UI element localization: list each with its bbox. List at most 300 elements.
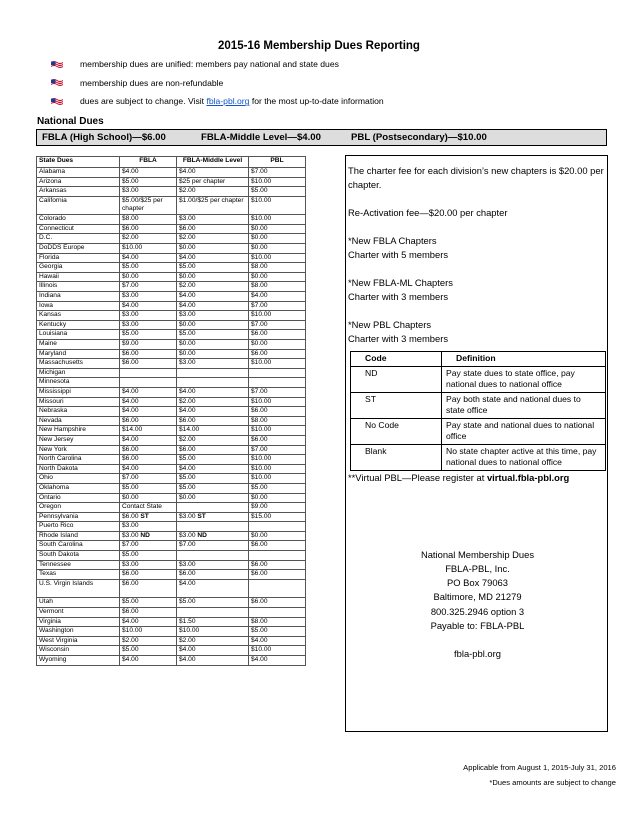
virtual-pbl-note: **Virtual PBL—Please register at virtual.fbla-pbl.org (348, 471, 570, 483)
flag-bullet-icon (50, 78, 64, 87)
fbla-cell: $6.00 (120, 416, 177, 426)
fbla-ml-cell: $3.00 (177, 215, 249, 225)
state-cell: Maryland (37, 349, 120, 359)
fbla-cell: $4.00 (120, 253, 177, 263)
state-cell: Arizona (37, 177, 120, 187)
header-fbla-ml: FBLA-Middle Level (177, 157, 249, 168)
table-row (37, 292, 306, 302)
fbla-cell (120, 368, 177, 378)
new-fbla-ml-charter-count: Charter with 3 members (348, 291, 449, 302)
bullet-text: membership dues are non-refundable (80, 77, 224, 88)
pbl-cell: $10.00 (249, 646, 306, 656)
fbla-ml-cell (177, 522, 249, 532)
pbl-cell: $5.00 (249, 483, 306, 493)
pbl-cell: $9.00 (249, 503, 306, 513)
header-pbl: PBL (249, 157, 306, 168)
table-row (37, 655, 306, 665)
table-row (37, 263, 306, 273)
fbla-ml-cell: $0.00 (177, 349, 249, 359)
state-cell: Iowa (37, 301, 120, 311)
subject-to-change-note: *Dues amounts are subject to change (489, 778, 616, 787)
fbla-ml-cell: $4.00 (177, 579, 249, 598)
pbl-cell: $10.00 (249, 215, 306, 225)
national-dues-heading: National Dues (37, 116, 104, 127)
fbla-ml-cell: $5.00 (177, 474, 249, 484)
table-row (37, 627, 306, 637)
fbla-ml-cell: $1.00/$25 per chapter (177, 196, 249, 215)
state-cell: D.C. (37, 234, 120, 244)
fbla-cell: $5.00/$25 per chapter (120, 196, 177, 215)
state-cell: Colorado (37, 215, 120, 225)
fbla-cell: $5.00 (120, 483, 177, 493)
pbl-cell: $6.00 (249, 570, 306, 580)
pbl-cell: $10.00 (249, 196, 306, 215)
fbla-ml-cell: $4.00 (177, 387, 249, 397)
state-cell: New Jersey (37, 435, 120, 445)
state-cell: South Carolina (37, 541, 120, 551)
table-row (37, 177, 306, 187)
fbla-cell: $3.00 (120, 187, 177, 197)
table-row (37, 187, 306, 197)
table-row (37, 435, 306, 445)
state-cell: Rhode Island (37, 531, 120, 541)
new-fbla-charter-count: Charter with 5 members (348, 249, 449, 260)
bullet-list (50, 55, 384, 111)
table-row (37, 282, 306, 292)
fbla-cell: $6.00 (120, 455, 177, 465)
reactivation-fee-text: Re-Activation fee—$20.00 per chapter (348, 207, 508, 218)
table-row (37, 493, 306, 503)
pbl-cell: $10.00 (249, 311, 306, 321)
pbl-cell: $6.00 (249, 541, 306, 551)
table-row (37, 426, 306, 436)
table-row (37, 407, 306, 417)
table-row (37, 512, 306, 522)
table-row (37, 253, 306, 263)
address-line: 800.325.2946 option 3 (430, 605, 525, 617)
fbla-ml-cell: $25 per chapter (177, 177, 249, 187)
fbla-ml-cell: $4.00 (177, 168, 249, 178)
pbl-cell (249, 551, 306, 561)
fbla-ml-cell: $4.00 (177, 646, 249, 656)
code-cell: ND (351, 366, 442, 392)
state-cell: Louisiana (37, 330, 120, 340)
table-row (37, 483, 306, 493)
pbl-cell: $6.00 (249, 560, 306, 570)
code-row (351, 366, 606, 392)
header-fbla: FBLA (120, 157, 177, 168)
pbl-cell: $6.00 (249, 349, 306, 359)
table-row (37, 368, 306, 378)
national-dues-hs: FBLA (High School)—$6.00 (42, 132, 166, 143)
fbla-ml-cell: $2.00 (177, 435, 249, 445)
pbl-cell: $10.00 (249, 177, 306, 187)
fbla-cell: $8.00 (120, 215, 177, 225)
pbl-cell: $6.00 (249, 598, 306, 608)
state-cell: Washington (37, 627, 120, 637)
fbla-ml-cell: $5.00 (177, 483, 249, 493)
state-cell: Missouri (37, 397, 120, 407)
flag-bullet-icon (50, 97, 64, 106)
fbla-cell: $5.00 (120, 263, 177, 273)
fbla-ml-cell: $2.00 (177, 187, 249, 197)
pbl-cell: $10.00 (249, 253, 306, 263)
state-cell: DoDDS Europe (37, 244, 120, 254)
fbla-cell: $5.00 (120, 598, 177, 608)
fbla-cell: $0.00 (120, 493, 177, 503)
fbla-ml-cell: $4.00 (177, 253, 249, 263)
code-cell: Blank (351, 444, 442, 470)
charter-info-box (345, 155, 608, 732)
fbla-cell (120, 378, 177, 388)
fbla-cell: $5.00 (120, 551, 177, 561)
table-row (37, 378, 306, 388)
state-cell: Nebraska (37, 407, 120, 417)
fbla-ml-cell (177, 378, 249, 388)
code-row (351, 444, 606, 470)
virtual-pbl-link[interactable]: virtual.fbla-pbl.org (486, 471, 570, 483)
fbla-cell: $4.00 (120, 435, 177, 445)
code-row (351, 392, 606, 418)
state-cell: Alabama (37, 168, 120, 178)
fbla-cell: $5.00 (120, 646, 177, 656)
fbla-cell: $3.00 (120, 560, 177, 570)
pbl-cell (249, 378, 306, 388)
address-line: Baltimore, MD 21279 (433, 591, 522, 603)
fbla-ml-cell: $2.00 (177, 282, 249, 292)
table-row (37, 531, 306, 541)
state-cell: West Virginia (37, 636, 120, 646)
fbla-ml-cell: $4.00 (177, 292, 249, 302)
fbla-cell: $4.00 (120, 387, 177, 397)
fbla-ml-cell: $3.00 (177, 359, 249, 369)
pbl-cell: $7.00 (249, 301, 306, 311)
code-row (351, 418, 606, 444)
fbla-ml-cell: $3.00 ST (177, 512, 249, 522)
fbla-ml-cell: $5.00 (177, 455, 249, 465)
fbla-ml-cell: $0.00 (177, 320, 249, 330)
national-dues-pbl: PBL (Postsecondary)—$10.00 (351, 132, 487, 143)
pbl-cell: $7.00 (249, 445, 306, 455)
bullet-item (50, 74, 384, 93)
table-row (37, 387, 306, 397)
fbla-ml-cell: $7.00 (177, 541, 249, 551)
state-cell: Utah (37, 598, 120, 608)
fbla-ml-cell: $14.00 (177, 426, 249, 436)
table-row (37, 311, 306, 321)
fbla-cell: $14.00 (120, 426, 177, 436)
fbla-cell: $0.00 (120, 272, 177, 282)
fbla-cell: $3.00 (120, 522, 177, 532)
bullet-text: membership dues are unified: members pay national and state dues (80, 59, 339, 70)
state-cell: Ohio (37, 474, 120, 484)
new-pbl-charter-count: Charter with 3 members (348, 333, 449, 344)
state-cell: Maine (37, 340, 120, 350)
fbla-ml-cell: $4.00 (177, 464, 249, 474)
state-cell: Mississippi (37, 387, 120, 397)
pbl-cell: $0.00 (249, 244, 306, 254)
fbla-cell: $4.00 (120, 301, 177, 311)
definition-cell: No state chapter active at this time, pay national dues to national office (442, 444, 606, 470)
pbl-cell: $6.00 (249, 407, 306, 417)
fbla-cell: $9.00 (120, 340, 177, 350)
fbla-ml-cell: $6.00 (177, 445, 249, 455)
state-cell: Tennessee (37, 560, 120, 570)
table-row (37, 359, 306, 369)
charter-fee-text: The charter fee for each division’s new chapters is $20.00 per chapter. (348, 165, 604, 190)
fbla-cell: $4.00 (120, 168, 177, 178)
state-cell: Oklahoma (37, 483, 120, 493)
fbla-ml-cell: $0.00 (177, 272, 249, 282)
state-cell: Pennsylvania (37, 512, 120, 522)
table-row (37, 455, 306, 465)
definition-header: Definition (442, 352, 606, 367)
state-cell: Texas (37, 570, 120, 580)
fbla-cell: $6.00 (120, 224, 177, 234)
pbl-cell: $5.00 (249, 187, 306, 197)
fbla-ml-cell: $3.00 (177, 311, 249, 321)
fbla-ml-cell: $2.00 (177, 397, 249, 407)
pbl-cell: $0.00 (249, 531, 306, 541)
fbla-ml-cell: $6.00 (177, 570, 249, 580)
address-line: Payable to: FBLA-PBL (430, 619, 525, 631)
table-row (37, 541, 306, 551)
state-cell: Arkansas (37, 187, 120, 197)
table-row (37, 646, 306, 656)
new-pbl-chapters: *New PBL Chapters (348, 319, 432, 330)
table-row (37, 598, 306, 608)
table-row (37, 617, 306, 627)
pbl-cell (249, 579, 306, 598)
state-cell: Ontario (37, 493, 120, 503)
fbla-cell: $10.00 (120, 244, 177, 254)
state-cell: Kentucky (37, 320, 120, 330)
state-cell: Oregon (37, 503, 120, 513)
pbl-cell: $10.00 (249, 455, 306, 465)
fbla-ml-cell: $2.00 (177, 234, 249, 244)
table-row (37, 560, 306, 570)
code-table-header (351, 352, 606, 367)
state-cell: Vermont (37, 607, 120, 617)
fbla-ml-cell: $0.00 (177, 244, 249, 254)
pbl-cell: $10.00 (249, 474, 306, 484)
table-row (37, 320, 306, 330)
fbla-cell: $4.00 (120, 464, 177, 474)
fbla-cell: $4.00 (120, 655, 177, 665)
pbl-cell: $7.00 (249, 168, 306, 178)
state-cell: South Dakota (37, 551, 120, 561)
table-row (37, 474, 306, 484)
table-row (37, 272, 306, 282)
table-row (37, 445, 306, 455)
state-cell: Connecticut (37, 224, 120, 234)
applicable-dates: Applicable from August 1, 2015-July 31, 2016 (463, 763, 616, 772)
fbla-ml-cell: $4.00 (177, 407, 249, 417)
pbl-cell: $4.00 (249, 655, 306, 665)
definition-cell: Pay state dues to state office, pay national dues to national office (442, 366, 606, 392)
state-cell: North Carolina (37, 455, 120, 465)
address-line: FBLA-PBL, Inc. (445, 562, 510, 574)
state-cell: Hawaii (37, 272, 120, 282)
state-cell: Puerto Rico (37, 522, 120, 532)
fbla-ml-cell (177, 607, 249, 617)
table-row (37, 215, 306, 225)
state-cell: Nevada (37, 416, 120, 426)
fbla-cell: $4.00 (120, 397, 177, 407)
fbla-cell: $6.00 (120, 570, 177, 580)
pbl-cell: $10.00 (249, 397, 306, 407)
fbla-cell: $2.00 (120, 234, 177, 244)
website-text: fbla-pbl.org (454, 648, 501, 660)
pbl-cell: $10.00 (249, 464, 306, 474)
fbla-ml-cell: $0.00 (177, 340, 249, 350)
pbl-cell: $8.00 (249, 617, 306, 627)
fbla-cell: $6.00 (120, 349, 177, 359)
pbl-cell: $6.00 (249, 435, 306, 445)
fbla-ml-cell: $5.00 (177, 598, 249, 608)
page-title: 2015-16 Membership Dues Reporting (218, 40, 420, 52)
address-line: National Membership Dues (420, 548, 535, 560)
fbla-ml-cell: $5.00 (177, 263, 249, 273)
pbl-cell: $8.00 (249, 263, 306, 273)
fbla-ml-cell: $6.00 (177, 224, 249, 234)
pbl-cell: $0.00 (249, 493, 306, 503)
state-cell: California (37, 196, 120, 215)
fbla-ml-cell: $0.00 (177, 493, 249, 503)
table-row (37, 503, 306, 513)
table-row (37, 234, 306, 244)
fbla-ml-cell: $3.00 ND (177, 531, 249, 541)
table-row (37, 464, 306, 474)
pbl-cell: $15.00 (249, 512, 306, 522)
pbl-cell: $0.00 (249, 224, 306, 234)
mailing-address (348, 548, 607, 662)
table-header-row (37, 157, 306, 168)
pbl-cell: $8.00 (249, 416, 306, 426)
fbla-ml-cell (177, 368, 249, 378)
fbla-ml-cell (177, 551, 249, 561)
bullet-text: dues are subject to change. Visit fbla-pbl.org for the most up-to-date information (80, 96, 384, 107)
pbl-cell: $10.00 (249, 426, 306, 436)
state-cell: Kansas (37, 311, 120, 321)
state-cell: Wisconsin (37, 646, 120, 656)
fbla-ml-cell: $4.00 (177, 301, 249, 311)
pbl-cell (249, 368, 306, 378)
fbla-cell: $7.00 (120, 541, 177, 551)
state-cell: New York (37, 445, 120, 455)
pbl-cell: $10.00 (249, 359, 306, 369)
address-line: PO Box 79063 (447, 577, 508, 589)
fbla-cell: $6.00 (120, 607, 177, 617)
fbla-cell: $7.00 (120, 474, 177, 484)
pbl-cell: $7.00 (249, 387, 306, 397)
new-fbla-chapters: *New FBLA Chapters (348, 235, 437, 246)
pbl-cell: $0.00 (249, 272, 306, 282)
fbla-ml-cell: $4.00 (177, 655, 249, 665)
state-cell: Wyoming (37, 655, 120, 665)
fbla-cell: $6.00 ST (120, 512, 177, 522)
table-row (37, 224, 306, 234)
national-dues-ml: FBLA-Middle Level—$4.00 (201, 132, 321, 143)
fbla-cell: $3.00 (120, 292, 177, 302)
flag-bullet-icon (50, 60, 64, 69)
table-row (37, 636, 306, 646)
fbla-cell: $5.00 (120, 330, 177, 340)
state-cell: Indiana (37, 292, 120, 302)
national-dues-bar (36, 129, 607, 146)
table-row (37, 330, 306, 340)
fbla-ml-cell: $2.00 (177, 636, 249, 646)
pbl-cell: $5.00 (249, 627, 306, 637)
table-row (37, 196, 306, 215)
fbla-ml-cell: $6.00 (177, 416, 249, 426)
fbla-ml-cell: $5.00 (177, 330, 249, 340)
state-cell: Virginia (37, 617, 120, 627)
pbl-cell: $4.00 (249, 292, 306, 302)
pbl-cell: $4.00 (249, 636, 306, 646)
state-cell: Michigan (37, 368, 120, 378)
table-row (37, 349, 306, 359)
fbla-pbl-link[interactable]: fbla-pbl.org (206, 96, 250, 107)
fbla-ml-cell: $1.50 (177, 617, 249, 627)
bullet-item (50, 92, 384, 111)
table-row (37, 301, 306, 311)
table-row (37, 397, 306, 407)
state-cell: Minnesota (37, 378, 120, 388)
table-row (37, 570, 306, 580)
fbla-cell: $2.00 (120, 636, 177, 646)
pbl-cell: $0.00 (249, 340, 306, 350)
state-cell: Florida (37, 253, 120, 263)
code-cell: No Code (351, 418, 442, 444)
pbl-cell: $7.00 (249, 320, 306, 330)
table-row (37, 522, 306, 532)
state-cell: Georgia (37, 263, 120, 273)
pbl-cell (249, 607, 306, 617)
pbl-cell: $8.00 (249, 282, 306, 292)
code-cell: ST (351, 392, 442, 418)
table-row (37, 416, 306, 426)
code-definition-table (350, 351, 606, 471)
fbla-cell: $6.00 (120, 359, 177, 369)
fbla-cell: $3.00 ND (120, 531, 177, 541)
fbla-cell: $5.00 (120, 177, 177, 187)
fbla-ml-cell: $10.00 (177, 627, 249, 637)
state-dues-table (36, 156, 306, 666)
fbla-cell: $6.00 (120, 579, 177, 598)
fbla-cell: $10.00 (120, 627, 177, 637)
fbla-cell: $3.00 (120, 320, 177, 330)
state-cell: U.S. Virgin Islands (37, 579, 120, 598)
table-row (37, 244, 306, 254)
pbl-cell (249, 522, 306, 532)
fbla-cell: $4.00 (120, 407, 177, 417)
state-cell: New Hampshire (37, 426, 120, 436)
state-cell: North Dakota (37, 464, 120, 474)
table-row (37, 607, 306, 617)
fbla-cell: $6.00 (120, 445, 177, 455)
fbla-cell: $4.00 (120, 617, 177, 627)
table-row (37, 168, 306, 178)
code-header: Code (351, 352, 442, 367)
definition-cell: Pay both state and national dues to state office (442, 392, 606, 418)
header-state: State Dues (37, 157, 120, 168)
new-fbla-ml-chapters: *New FBLA-ML Chapters (348, 277, 453, 288)
fbla-cell: $7.00 (120, 282, 177, 292)
bullet-item (50, 55, 384, 74)
state-cell: Illinois (37, 282, 120, 292)
pbl-cell: $0.00 (249, 234, 306, 244)
